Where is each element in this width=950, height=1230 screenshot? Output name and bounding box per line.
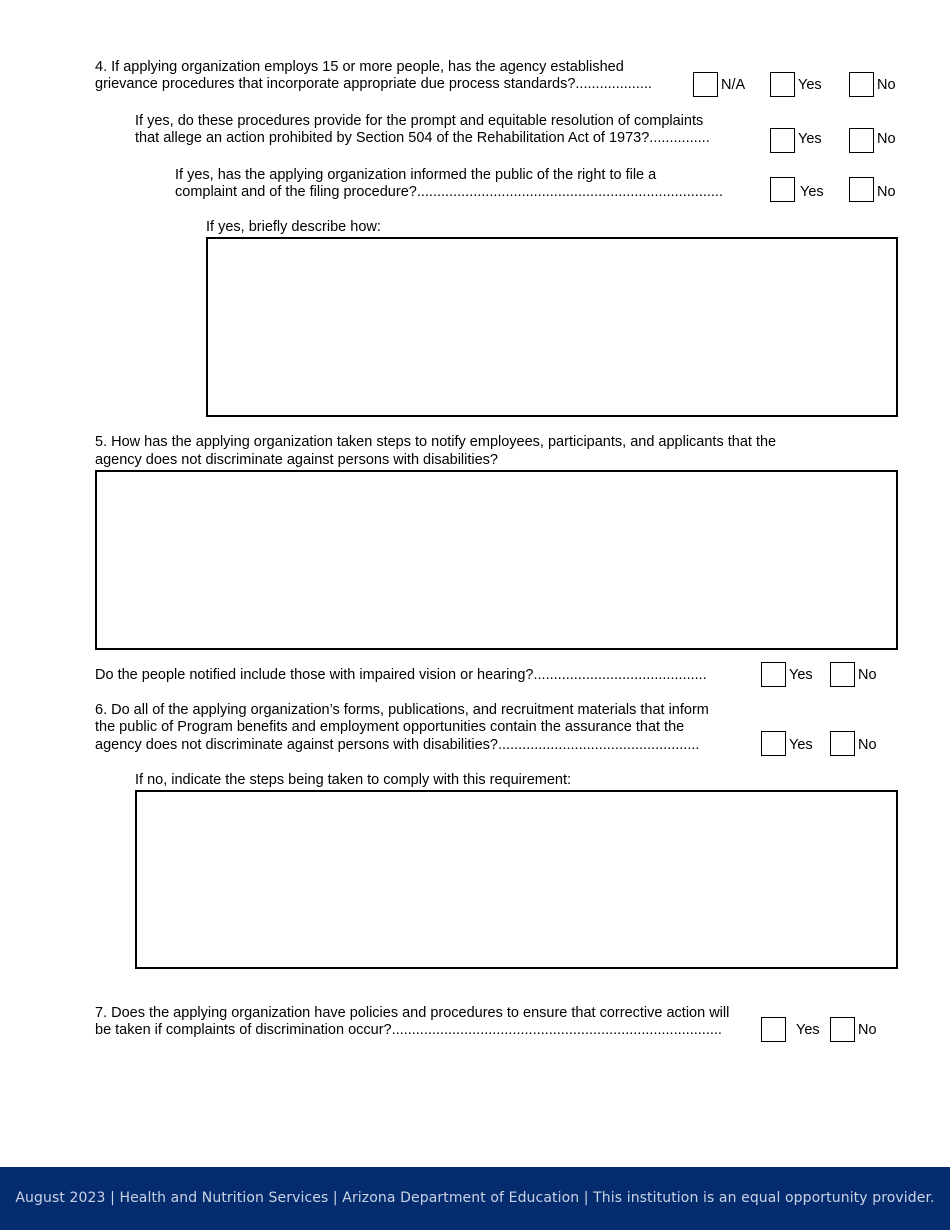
q4-sub1-text-line2: that allege an action prohibited by Section 504 of the Rehabilitation Act of 1973?............... (135, 130, 710, 146)
q6-text-line1: 6. Do all of the applying organization’s forms, publications, and recruitment materials that inform (95, 702, 709, 718)
q6-if-no-label: If no, indicate the steps being taken to comply with this requirement: (135, 772, 572, 788)
q7-no-label: No (858, 1022, 877, 1038)
q4-sub1-yes-label: Yes (798, 131, 822, 147)
q4-describe-textarea[interactable] (206, 237, 898, 417)
q4-sub1-no-checkbox[interactable] (849, 128, 874, 153)
footer-text: August 2023 | Health and Nutrition Services | Arizona Department of Education | This institution is an equal opportunity provider. (15, 1190, 935, 1206)
q4-text-line1: 4. If applying organization employs 15 or more people, has the agency established (95, 59, 624, 75)
q7-yes-label: Yes (796, 1022, 820, 1038)
q4-no-checkbox[interactable] (849, 72, 874, 97)
q4-no-label: No (877, 77, 896, 93)
q5-response-textarea[interactable] (95, 470, 898, 650)
q4-describe-label: If yes, briefly describe how: (206, 219, 381, 235)
q5-yes-checkbox[interactable] (761, 662, 786, 687)
q4-sub1-yes-checkbox[interactable] (770, 128, 795, 153)
q5-no-label: No (858, 667, 877, 683)
q4-na-checkbox[interactable] (693, 72, 718, 97)
q7-text-line2: be taken if complaints of discrimination occur?.................................................................................. (95, 1022, 722, 1038)
q6-text-line3: agency does not discriminate against persons with disabilities?.................................................. (95, 737, 700, 753)
q5-text-line2: agency does not discriminate against persons with disabilities? (95, 452, 498, 468)
q4-sub2-text-line2: complaint and of the filing procedure?............................................................................ (175, 184, 723, 200)
q6-text-line2: the public of Program benefits and employment opportunities contain the assurance that the (95, 719, 685, 735)
q4-yes-checkbox[interactable] (770, 72, 795, 97)
q6-yes-label: Yes (789, 737, 813, 753)
q4-sub1-text-line1: If yes, do these procedures provide for the prompt and equitable resolution of complaints (135, 113, 704, 129)
q7-no-checkbox[interactable] (830, 1017, 855, 1042)
q4-sub2-yes-checkbox[interactable] (770, 177, 795, 202)
q6-no-checkbox[interactable] (830, 731, 855, 756)
q5-text-line1: 5. How has the applying organization taken steps to notify employees, participants, and applicants that the (95, 434, 777, 450)
page-footer (0, 1167, 950, 1230)
q4-text-line2: grievance procedures that incorporate appropriate due process standards?................... (95, 76, 652, 92)
q4-sub2-no-label: No (877, 184, 896, 200)
q7-yes-checkbox[interactable] (761, 1017, 786, 1042)
q4-sub2-no-checkbox[interactable] (849, 177, 874, 202)
q4-yes-label: Yes (798, 77, 822, 93)
q6-steps-textarea[interactable] (135, 790, 898, 969)
q6-yes-checkbox[interactable] (761, 731, 786, 756)
q5-no-checkbox[interactable] (830, 662, 855, 687)
q5-yes-label: Yes (789, 667, 813, 683)
q6-no-label: No (858, 737, 877, 753)
q5-followup-text: Do the people notified include those with impaired vision or hearing?........................................... (95, 667, 707, 683)
q7-text-line1: 7. Does the applying organization have policies and procedures to ensure that corrective action will (95, 1005, 730, 1021)
q4-na-label: N/A (721, 77, 746, 93)
q4-sub1-no-label: No (877, 131, 896, 147)
q4-sub2-text-line1: If yes, has the applying organization informed the public of the right to file a (175, 167, 657, 183)
q4-sub2-yes-label: Yes (800, 184, 824, 200)
